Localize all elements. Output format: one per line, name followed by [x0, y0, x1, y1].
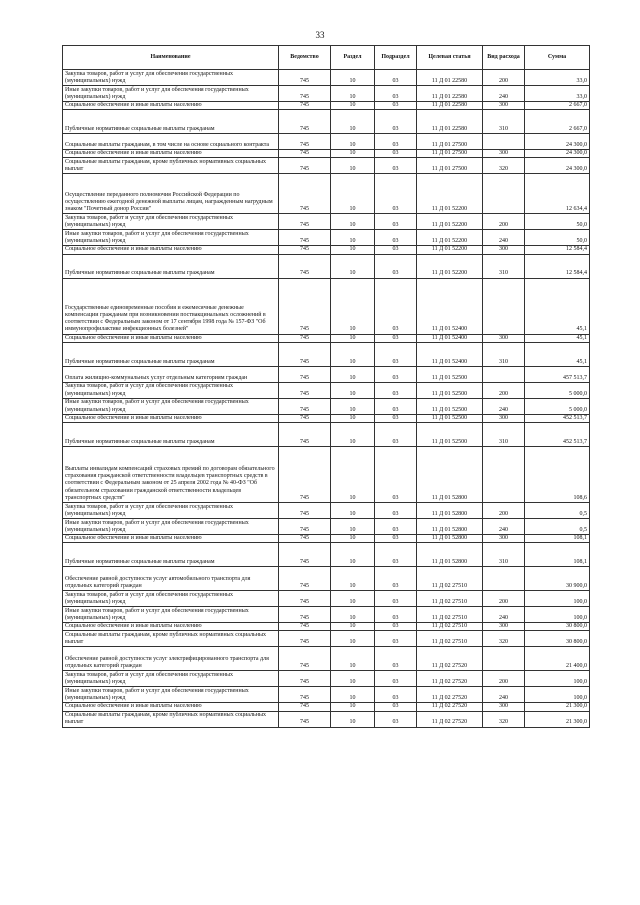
- cell-vid: 300: [483, 102, 525, 110]
- cell-podrazdel: 03: [375, 254, 417, 278]
- header-vid: Вид расхода: [483, 46, 525, 70]
- cell-podrazdel: 03: [375, 607, 417, 623]
- cell-name: Социальные выплаты гражданам, кроме публичных нормативных социальных выплат: [63, 158, 279, 174]
- cell-ved: 745: [279, 534, 331, 542]
- table-row: [63, 214, 590, 230]
- table-row: [63, 591, 590, 607]
- cell-vid: 310: [483, 342, 525, 366]
- cell-sum: 108,1: [525, 543, 590, 567]
- cell-ved: 745: [279, 711, 331, 727]
- cell-razdel: 10: [331, 150, 375, 158]
- cell-podrazdel: 03: [375, 174, 417, 214]
- cell-ved: 745: [279, 70, 331, 86]
- header-razdel: Раздел: [331, 46, 375, 70]
- cell-razdel: 10: [331, 398, 375, 414]
- cell-name: Иные закупки товаров, работ и услуг для обеспечения государственных (муниципальных) нужд: [63, 86, 279, 102]
- cell-name: Социальные выплаты гражданам, кроме публичных нормативных социальных выплат: [63, 711, 279, 727]
- cell-vid: [483, 446, 525, 502]
- cell-razdel: 10: [331, 703, 375, 711]
- table-row: [63, 567, 590, 591]
- cell-cel: 11 Д 01 52500: [417, 398, 483, 414]
- cell-name: Осуществление переданного полномочия Российской Федерации по осуществлению ежегодной денежной выплаты лицам, награжденным нагрудным знаком "Почетный донор России": [63, 174, 279, 214]
- cell-razdel: 10: [331, 623, 375, 631]
- cell-podrazdel: 03: [375, 543, 417, 567]
- cell-vid: 200: [483, 70, 525, 86]
- cell-name: Социальное обеспечение и иные выплаты населению: [63, 623, 279, 631]
- header-ved: Ведомство: [279, 46, 331, 70]
- cell-vid: 240: [483, 518, 525, 534]
- header-podrazdel: Подраздел: [375, 46, 417, 70]
- cell-sum: 0,5: [525, 518, 590, 534]
- cell-ved: 745: [279, 214, 331, 230]
- cell-ved: 745: [279, 414, 331, 422]
- cell-sum: 5 000,0: [525, 398, 590, 414]
- cell-vid: 240: [483, 398, 525, 414]
- cell-sum: 457 513,7: [525, 366, 590, 382]
- cell-cel: 11 Д 01 52800: [417, 534, 483, 542]
- cell-vid: [483, 647, 525, 671]
- cell-cel: 11 Д 02 27520: [417, 703, 483, 711]
- cell-ved: 745: [279, 246, 331, 254]
- cell-ved: 745: [279, 134, 331, 150]
- cell-name: Обеспечение равной доступности услуг электрифицированного транспорта для отдельных категорий граждан: [63, 647, 279, 671]
- table-row: [63, 687, 590, 703]
- table-row: [63, 703, 590, 711]
- cell-podrazdel: 03: [375, 687, 417, 703]
- cell-cel: 11 Д 01 52800: [417, 502, 483, 518]
- cell-name: Закупка товаров, работ и услуг для обеспечения государственных (муниципальных) нужд: [63, 382, 279, 398]
- cell-razdel: 10: [331, 230, 375, 246]
- cell-ved: 745: [279, 398, 331, 414]
- cell-vid: 200: [483, 591, 525, 607]
- cell-ved: 745: [279, 671, 331, 687]
- cell-razdel: 10: [331, 342, 375, 366]
- table-row: [63, 543, 590, 567]
- budget-table: [62, 45, 590, 728]
- cell-name: Закупка товаров, работ и услуг для обеспечения государственных (муниципальных) нужд: [63, 214, 279, 230]
- cell-vid: 240: [483, 230, 525, 246]
- cell-vid: 240: [483, 687, 525, 703]
- cell-ved: 745: [279, 623, 331, 631]
- cell-name: Иные закупки товаров, работ и услуг для обеспечения государственных (муниципальных) нужд: [63, 607, 279, 623]
- page-number: 33: [315, 30, 325, 40]
- cell-razdel: 10: [331, 647, 375, 671]
- cell-cel: 11 Д 01 27500: [417, 134, 483, 150]
- cell-sum: 21 300,0: [525, 703, 590, 711]
- cell-podrazdel: 03: [375, 86, 417, 102]
- cell-cel: 11 Д 01 52800: [417, 543, 483, 567]
- cell-sum: 12 634,4: [525, 174, 590, 214]
- cell-podrazdel: 03: [375, 214, 417, 230]
- cell-vid: [483, 366, 525, 382]
- cell-razdel: 10: [331, 422, 375, 446]
- cell-sum: 100,0: [525, 607, 590, 623]
- header-name: Наименование: [63, 46, 279, 70]
- cell-podrazdel: 03: [375, 342, 417, 366]
- cell-name: Оплата жилищно-коммунальных услуг отдельным категориям граждан: [63, 366, 279, 382]
- cell-name: Обеспечение равной доступности услуг автомобильного транспорта для отдельных категорий граждан: [63, 567, 279, 591]
- cell-sum: 100,0: [525, 671, 590, 687]
- table-row: [63, 518, 590, 534]
- cell-name: Государственные единовременные пособия и ежемесячные денежные компенсации гражданам при возникновении поствакцинальных осложнений в соответствии с Федеральным законом от 17 сентября 1998 года № 157-ФЗ "Об иммунопрофилактике инфекционных болезней": [63, 278, 279, 334]
- cell-vid: [483, 567, 525, 591]
- table-header: [63, 46, 590, 70]
- table-body: [63, 70, 590, 728]
- cell-ved: 745: [279, 86, 331, 102]
- table-row: [63, 534, 590, 542]
- cell-razdel: 10: [331, 687, 375, 703]
- table-row: [63, 102, 590, 110]
- table-row: [63, 334, 590, 342]
- table-row: [63, 158, 590, 174]
- cell-cel: 11 Д 01 22580: [417, 86, 483, 102]
- cell-ved: 745: [279, 110, 331, 134]
- cell-name: Публичные нормативные социальные выплаты гражданам: [63, 254, 279, 278]
- table-row: [63, 342, 590, 366]
- cell-podrazdel: 03: [375, 518, 417, 534]
- cell-name: Социальное обеспечение и иные выплаты населению: [63, 246, 279, 254]
- cell-vid: 200: [483, 502, 525, 518]
- cell-podrazdel: 03: [375, 102, 417, 110]
- cell-sum: 50,0: [525, 230, 590, 246]
- cell-cel: 11 Д 02 27510: [417, 591, 483, 607]
- cell-ved: 745: [279, 607, 331, 623]
- cell-name: Иные закупки товаров, работ и услуг для обеспечения государственных (муниципальных) нужд: [63, 518, 279, 534]
- cell-ved: 745: [279, 150, 331, 158]
- cell-cel: 11 Д 02 27510: [417, 623, 483, 631]
- cell-name: Выплаты инвалидам компенсаций страховых премий по договорам обязательного страхования гражданской ответственности владельцев транспортных средств в соответствии с Федеральным законом от 25 апреля 2002 года № 40-ФЗ "Об обязательном страховании гражданской ответственности владельцев транспортных средств": [63, 446, 279, 502]
- cell-ved: 745: [279, 342, 331, 366]
- cell-cel: 11 Д 02 27520: [417, 687, 483, 703]
- cell-podrazdel: 03: [375, 623, 417, 631]
- cell-podrazdel: 03: [375, 246, 417, 254]
- cell-name: Социальное обеспечение и иные выплаты населению: [63, 150, 279, 158]
- cell-podrazdel: 03: [375, 502, 417, 518]
- table-row: [63, 607, 590, 623]
- cell-razdel: 10: [331, 158, 375, 174]
- table-row: [63, 150, 590, 158]
- cell-name: Социальное обеспечение и иные выплаты населению: [63, 334, 279, 342]
- cell-razdel: 10: [331, 631, 375, 647]
- cell-ved: 745: [279, 518, 331, 534]
- cell-razdel: 10: [331, 567, 375, 591]
- cell-razdel: 10: [331, 110, 375, 134]
- cell-sum: 5 000,0: [525, 382, 590, 398]
- cell-sum: 24 300,0: [525, 158, 590, 174]
- cell-vid: 200: [483, 214, 525, 230]
- cell-razdel: 10: [331, 254, 375, 278]
- cell-razdel: 10: [331, 334, 375, 342]
- cell-cel: 11 Д 01 22580: [417, 110, 483, 134]
- cell-podrazdel: 03: [375, 398, 417, 414]
- cell-ved: 745: [279, 254, 331, 278]
- cell-podrazdel: 03: [375, 230, 417, 246]
- cell-razdel: 10: [331, 246, 375, 254]
- cell-cel: 11 Д 01 52800: [417, 446, 483, 502]
- table-row: [63, 70, 590, 86]
- table-row: [63, 631, 590, 647]
- cell-cel: 11 Д 01 27500: [417, 150, 483, 158]
- cell-razdel: 10: [331, 278, 375, 334]
- cell-vid: 240: [483, 607, 525, 623]
- cell-podrazdel: 03: [375, 422, 417, 446]
- cell-sum: 2 667,0: [525, 102, 590, 110]
- table-row: [63, 174, 590, 214]
- cell-cel: 11 Д 01 52800: [417, 518, 483, 534]
- cell-sum: 2 667,0: [525, 110, 590, 134]
- cell-podrazdel: 03: [375, 158, 417, 174]
- table-row: [63, 134, 590, 150]
- cell-podrazdel: 03: [375, 711, 417, 727]
- cell-vid: 200: [483, 382, 525, 398]
- table-row: [63, 422, 590, 446]
- cell-sum: 108,6: [525, 446, 590, 502]
- cell-razdel: 10: [331, 607, 375, 623]
- cell-sum: 45,1: [525, 334, 590, 342]
- cell-name: Социальное обеспечение и иные выплаты населению: [63, 534, 279, 542]
- cell-sum: 33,0: [525, 86, 590, 102]
- cell-name: Публичные нормативные социальные выплаты гражданам: [63, 422, 279, 446]
- cell-name: Иные закупки товаров, работ и услуг для обеспечения государственных (муниципальных) нужд: [63, 230, 279, 246]
- cell-ved: 745: [279, 174, 331, 214]
- cell-name: Иные закупки товаров, работ и услуг для обеспечения государственных (муниципальных) нужд: [63, 398, 279, 414]
- cell-ved: 745: [279, 703, 331, 711]
- cell-ved: 745: [279, 647, 331, 671]
- cell-razdel: 10: [331, 518, 375, 534]
- cell-podrazdel: 03: [375, 567, 417, 591]
- cell-name: Социальное обеспечение и иные выплаты населению: [63, 102, 279, 110]
- cell-name: Закупка товаров, работ и услуг для обеспечения государственных (муниципальных) нужд: [63, 502, 279, 518]
- cell-cel: 11 Д 01 52400: [417, 342, 483, 366]
- cell-sum: 108,1: [525, 534, 590, 542]
- cell-vid: [483, 134, 525, 150]
- table-row: [63, 278, 590, 334]
- cell-ved: 745: [279, 567, 331, 591]
- cell-cel: 11 Д 01 27500: [417, 158, 483, 174]
- cell-ved: 745: [279, 543, 331, 567]
- cell-podrazdel: 03: [375, 446, 417, 502]
- cell-name: Закупка товаров, работ и услуг для обеспечения государственных (муниципальных) нужд: [63, 591, 279, 607]
- cell-ved: 745: [279, 502, 331, 518]
- cell-sum: 452 513,7: [525, 422, 590, 446]
- cell-podrazdel: 03: [375, 334, 417, 342]
- cell-razdel: 10: [331, 174, 375, 214]
- cell-ved: 745: [279, 102, 331, 110]
- cell-ved: 745: [279, 158, 331, 174]
- table-row: [63, 398, 590, 414]
- cell-razdel: 10: [331, 102, 375, 110]
- cell-ved: 745: [279, 591, 331, 607]
- cell-vid: 310: [483, 110, 525, 134]
- cell-podrazdel: 03: [375, 534, 417, 542]
- cell-ved: 745: [279, 382, 331, 398]
- cell-cel: 11 Д 02 27510: [417, 631, 483, 647]
- table-row: [63, 711, 590, 727]
- table-row: [63, 502, 590, 518]
- cell-ved: 745: [279, 422, 331, 446]
- cell-sum: 30 800,0: [525, 631, 590, 647]
- cell-vid: 310: [483, 543, 525, 567]
- table-row: [63, 366, 590, 382]
- cell-ved: 745: [279, 230, 331, 246]
- cell-sum: 24 300,0: [525, 134, 590, 150]
- table-row: [63, 671, 590, 687]
- cell-razdel: 10: [331, 711, 375, 727]
- cell-podrazdel: 03: [375, 70, 417, 86]
- cell-sum: 12 584,4: [525, 254, 590, 278]
- cell-sum: 45,1: [525, 278, 590, 334]
- cell-sum: 21 300,0: [525, 711, 590, 727]
- cell-vid: 300: [483, 334, 525, 342]
- cell-cel: 11 Д 02 27520: [417, 671, 483, 687]
- cell-podrazdel: 03: [375, 278, 417, 334]
- cell-podrazdel: 03: [375, 134, 417, 150]
- cell-vid: 320: [483, 158, 525, 174]
- header-cel: Целевая статья: [417, 46, 483, 70]
- cell-cel: 11 Д 01 52200: [417, 230, 483, 246]
- cell-sum: 452 513,7: [525, 414, 590, 422]
- cell-sum: 0,5: [525, 502, 590, 518]
- cell-sum: 30 900,0: [525, 567, 590, 591]
- cell-vid: 200: [483, 671, 525, 687]
- cell-cel: 11 Д 02 27510: [417, 567, 483, 591]
- cell-name: Социальные выплаты гражданам, кроме публичных нормативных социальных выплат: [63, 631, 279, 647]
- cell-razdel: 10: [331, 502, 375, 518]
- cell-cel: 11 Д 02 27520: [417, 711, 483, 727]
- cell-cel: 11 Д 02 27520: [417, 647, 483, 671]
- cell-vid: 300: [483, 246, 525, 254]
- cell-sum: 50,0: [525, 214, 590, 230]
- cell-podrazdel: 03: [375, 366, 417, 382]
- cell-cel: 11 Д 01 52200: [417, 246, 483, 254]
- table-row: [63, 110, 590, 134]
- cell-cel: 11 Д 01 52400: [417, 278, 483, 334]
- table-row: [63, 647, 590, 671]
- cell-vid: 300: [483, 414, 525, 422]
- cell-vid: 300: [483, 703, 525, 711]
- table-row: [63, 86, 590, 102]
- table-row: [63, 246, 590, 254]
- cell-razdel: 10: [331, 543, 375, 567]
- cell-vid: [483, 174, 525, 214]
- cell-cel: 11 Д 01 52500: [417, 414, 483, 422]
- cell-vid: 310: [483, 422, 525, 446]
- cell-sum: 100,0: [525, 591, 590, 607]
- cell-cel: 11 Д 01 52500: [417, 366, 483, 382]
- cell-ved: 745: [279, 631, 331, 647]
- cell-sum: 33,0: [525, 70, 590, 86]
- cell-cel: 11 Д 01 52400: [417, 334, 483, 342]
- cell-name: Публичные нормативные социальные выплаты гражданам: [63, 342, 279, 366]
- cell-podrazdel: 03: [375, 382, 417, 398]
- cell-cel: 11 Д 01 52200: [417, 254, 483, 278]
- table-row: [63, 446, 590, 502]
- cell-razdel: 10: [331, 214, 375, 230]
- cell-cel: 11 Д 01 52200: [417, 174, 483, 214]
- cell-podrazdel: 03: [375, 703, 417, 711]
- cell-podrazdel: 03: [375, 414, 417, 422]
- cell-vid: 240: [483, 86, 525, 102]
- cell-sum: 12 584,4: [525, 246, 590, 254]
- cell-cel: 11 Д 01 52500: [417, 382, 483, 398]
- cell-vid: 300: [483, 623, 525, 631]
- cell-name: Публичные нормативные социальные выплаты гражданам: [63, 543, 279, 567]
- cell-razdel: 10: [331, 671, 375, 687]
- cell-razdel: 10: [331, 366, 375, 382]
- cell-ved: 745: [279, 278, 331, 334]
- cell-vid: 320: [483, 711, 525, 727]
- cell-name: Социальное обеспечение и иные выплаты населению: [63, 703, 279, 711]
- table-row: [63, 382, 590, 398]
- cell-vid: 320: [483, 631, 525, 647]
- cell-razdel: 10: [331, 70, 375, 86]
- cell-sum: 24 300,0: [525, 150, 590, 158]
- table-row: [63, 254, 590, 278]
- cell-podrazdel: 03: [375, 150, 417, 158]
- cell-podrazdel: 03: [375, 110, 417, 134]
- table-row: [63, 623, 590, 631]
- cell-ved: 745: [279, 687, 331, 703]
- cell-podrazdel: 03: [375, 671, 417, 687]
- table-row: [63, 230, 590, 246]
- cell-cel: 11 Д 01 22580: [417, 70, 483, 86]
- cell-sum: 100,0: [525, 687, 590, 703]
- cell-cel: 11 Д 01 52200: [417, 214, 483, 230]
- cell-name: Закупка товаров, работ и услуг для обеспечения государственных (муниципальных) нужд: [63, 70, 279, 86]
- header-sum: Сумма: [525, 46, 590, 70]
- cell-vid: 310: [483, 254, 525, 278]
- cell-name: Социальные выплаты гражданам, в том числе на основе социального контракта: [63, 134, 279, 150]
- cell-podrazdel: 03: [375, 591, 417, 607]
- cell-razdel: 10: [331, 134, 375, 150]
- cell-ved: 745: [279, 446, 331, 502]
- cell-razdel: 10: [331, 534, 375, 542]
- cell-razdel: 10: [331, 591, 375, 607]
- cell-cel: 11 Д 01 52500: [417, 422, 483, 446]
- cell-ved: 745: [279, 334, 331, 342]
- cell-name: Иные закупки товаров, работ и услуг для обеспечения государственных (муниципальных) нужд: [63, 687, 279, 703]
- cell-sum: 21 400,0: [525, 647, 590, 671]
- cell-vid: 300: [483, 150, 525, 158]
- cell-razdel: 10: [331, 86, 375, 102]
- cell-sum: 45,1: [525, 342, 590, 366]
- cell-cel: 11 Д 02 27510: [417, 607, 483, 623]
- cell-vid: [483, 278, 525, 334]
- cell-sum: 30 800,0: [525, 623, 590, 631]
- cell-podrazdel: 03: [375, 647, 417, 671]
- cell-razdel: 10: [331, 382, 375, 398]
- cell-razdel: 10: [331, 414, 375, 422]
- cell-podrazdel: 03: [375, 631, 417, 647]
- cell-name: Публичные нормативные социальные выплаты гражданам: [63, 110, 279, 134]
- table-row: [63, 414, 590, 422]
- cell-cel: 11 Д 01 22580: [417, 102, 483, 110]
- cell-vid: 300: [483, 534, 525, 542]
- cell-ved: 745: [279, 366, 331, 382]
- cell-razdel: 10: [331, 446, 375, 502]
- cell-name: Социальное обеспечение и иные выплаты населению: [63, 414, 279, 422]
- cell-name: Закупка товаров, работ и услуг для обеспечения государственных (муниципальных) нужд: [63, 671, 279, 687]
